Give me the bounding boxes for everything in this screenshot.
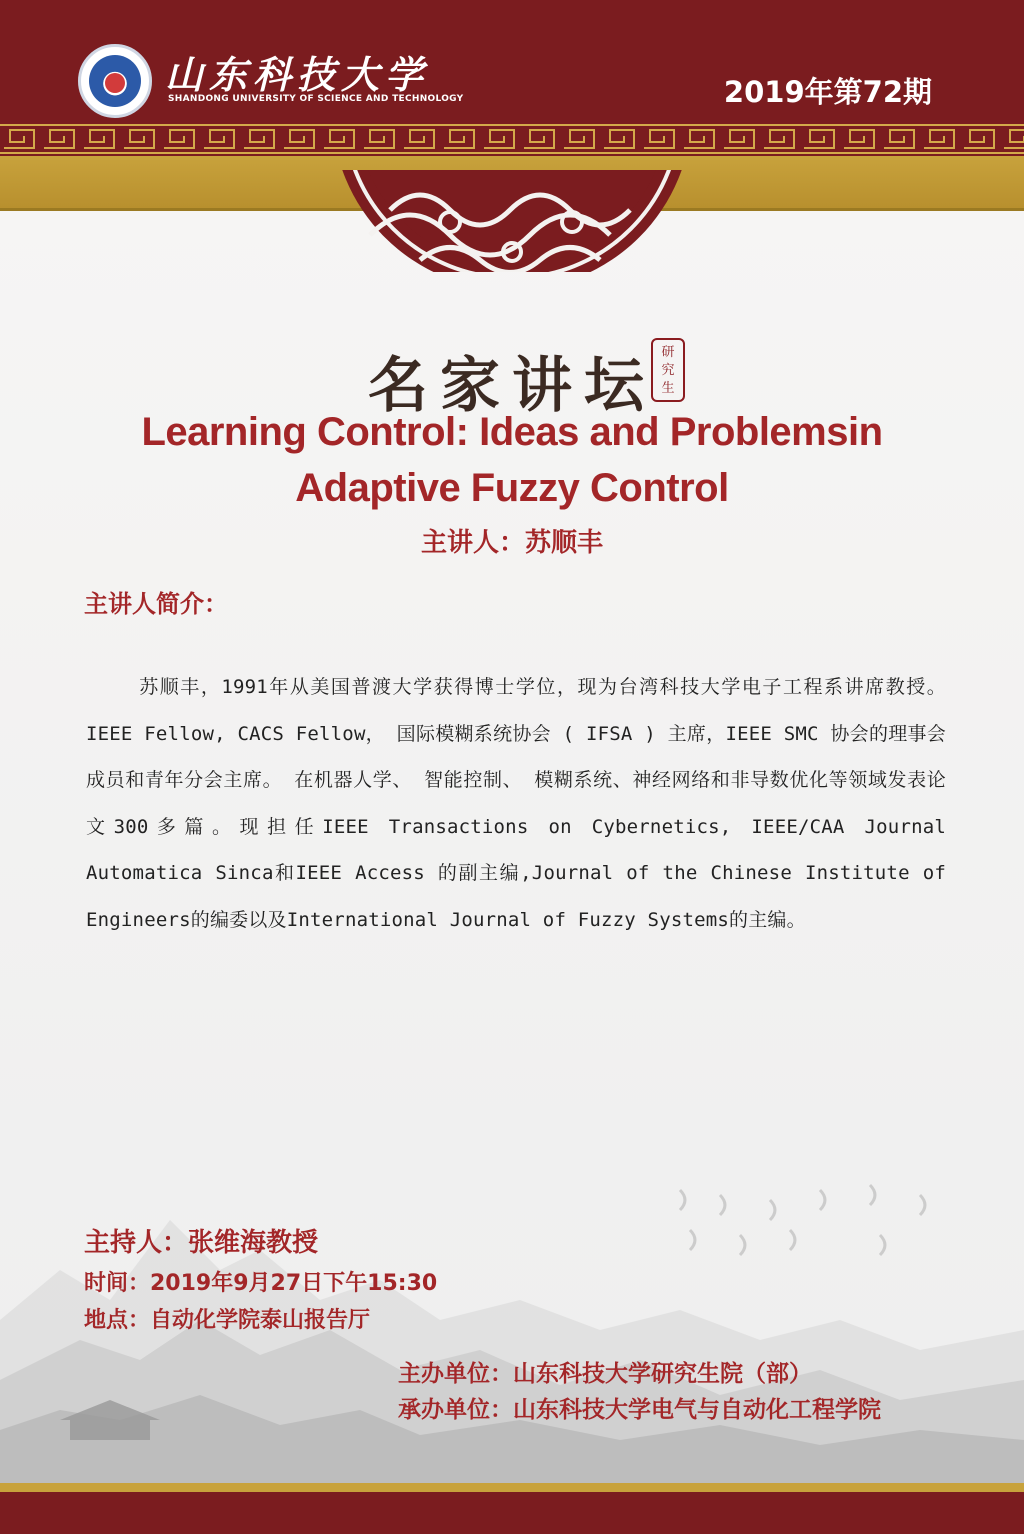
forum-title: 名家讲坛	[368, 351, 656, 421]
bio-heading: 主讲人简介：	[84, 590, 228, 618]
university-emblem-icon	[78, 44, 152, 118]
university-name-en: SHANDONG UNIVERSITY OF SCIENCE AND TECHNOLOGY	[168, 94, 464, 104]
talk-title: Learning Control: Ideas and Problemsin Adaptive Fuzzy Control	[141, 410, 883, 510]
co-organizer: 承办单位：山东科技大学电气与自动化工程学院	[398, 1397, 881, 1423]
event-place: 地点：自动化学院泰山报告厅	[84, 1308, 371, 1333]
speaker-line: 主讲人：苏顺丰	[420, 528, 603, 558]
footer-band	[0, 1492, 1024, 1534]
seal-text: 研究生	[661, 345, 675, 396]
ornamental-medallion	[310, 0, 714, 310]
host: 主持人：张维海教授	[84, 1228, 319, 1258]
university-name: 山东科技大学	[165, 52, 430, 97]
issue-number: 2019年第72期	[723, 75, 932, 109]
organizer: 主办单位：山东科技大学研究生院（部）	[398, 1361, 812, 1387]
graduate-seal	[651, 338, 685, 402]
footer-gold-band	[0, 1483, 1024, 1492]
event-time: 时间：2019年9月27日下午15:30	[84, 1271, 438, 1296]
bio-text: 苏顺丰，1991年从美国普渡大学获得博士学位，现为台湾科技大学电子工程系讲席教授。 IEEE Fellow, CACS Fellow， 国际模糊系统协会 ( IFSA ) 主席，IEEE SMC 协会的理事会成员和青年分会主席。 在机器人学、 智能控制、 模糊系统、神经网络和非导数优化等领域发表论文300多篇。现担任IEEE Transactions on Cybernetics, IEEE/CAA Journal Automatica Sinca和IEEE Access 的副主编,Journal of the Chinese Institute of Engineers的编委以及International Journal of Fuzzy Systems的主编。	[86, 676, 946, 931]
